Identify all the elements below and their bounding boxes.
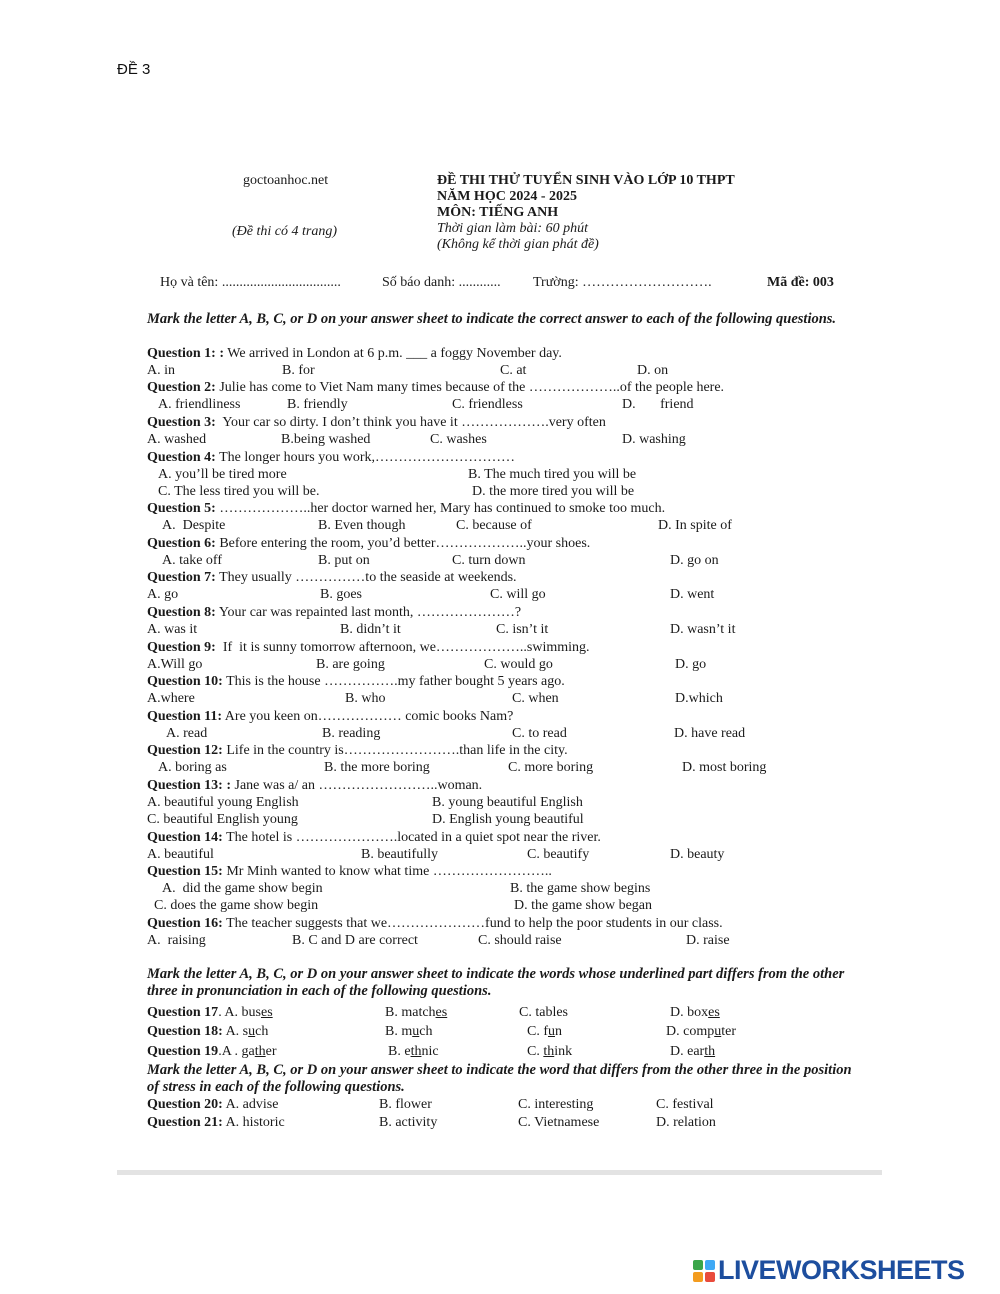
candidate-info [160, 275, 860, 291]
option-b: B. goes [320, 587, 362, 602]
subject: MÔN: TIẾNG ANH [437, 205, 559, 220]
option-a: A. take off [162, 553, 222, 568]
option-b: B.being washed [281, 432, 371, 447]
option-b [385, 1004, 447, 1021]
logo-text: LIVEWORKSHEETS [718, 1255, 965, 1285]
option-d: D. went [670, 587, 715, 602]
question-label: Question 16: [147, 916, 223, 931]
option-text: B. match [385, 1005, 436, 1020]
option-c [527, 1043, 572, 1060]
underlined-part: u [248, 1024, 256, 1039]
option-a: A. Despite [162, 518, 226, 533]
option-c [519, 1004, 568, 1021]
question-text: The teacher suggests that we…………………fund to help the poor students in our class. [222, 916, 723, 931]
option-a: A. go [147, 587, 179, 602]
underlined-part: u [548, 1024, 555, 1039]
time-note: (Không kể thời gian phát đề) [437, 237, 599, 252]
section2-instruction: Mark the letter A, B, C, or D on your answer sheet to indicate the words whose underlined part differs from the other three in pronunciation in each of the following questions. [147, 966, 845, 999]
option-a: A. read [166, 726, 208, 741]
question-text: Before entering the room, you’d better………………..your shoes. [215, 536, 591, 551]
option-d: D. on [637, 363, 669, 378]
underlined-part: th [704, 1044, 716, 1059]
question-20 [147, 1096, 278, 1113]
option-d: D. the more tired you will be [472, 484, 635, 499]
option-b: B. beautifully [361, 847, 438, 862]
option-text: . A. bus [218, 1005, 261, 1020]
option-c: C. more boring [508, 760, 594, 775]
school-year: NĂM HỌC 2024 - 2025 [437, 189, 577, 204]
option-text: C. [527, 1044, 544, 1059]
option-d: D. most boring [682, 760, 767, 775]
question-text: Life in the country is…………………….than life in the city. [222, 743, 568, 758]
option-d: D. In spite of [658, 518, 732, 533]
option-c: C. Vietnamese [518, 1115, 600, 1130]
logo-square-red [705, 1272, 715, 1282]
option-d: D.which [675, 691, 723, 706]
logo-square-green [693, 1260, 703, 1270]
option-b: B. the more boring [324, 760, 430, 775]
question-label: Question 19 [147, 1044, 219, 1059]
option-c: C. would go [484, 657, 553, 672]
option-text-end: ter [721, 1024, 736, 1039]
time-limit: Thời gian làm bài: 60 phút [437, 221, 588, 236]
option-c: C. washes [430, 432, 487, 447]
option-a: A. advise [222, 1097, 279, 1112]
option-a: A. in [147, 363, 175, 378]
option-d: D. go [675, 657, 707, 672]
option-a: A.where [147, 691, 195, 706]
logo-square-orange [693, 1272, 703, 1282]
option-d [670, 1004, 720, 1021]
question-label: Question 4: [147, 450, 216, 465]
option-text: B. e [388, 1044, 411, 1059]
question-label: Question 17 [147, 1005, 219, 1020]
option-c: C. at [500, 363, 527, 378]
option-d: D. go on [670, 553, 719, 568]
option-text: D. comp [666, 1024, 715, 1039]
underlined-part: th [543, 1044, 555, 1059]
question-17 [147, 1004, 273, 1021]
question-7 [147, 569, 867, 586]
option-a: A.Will go [147, 657, 203, 672]
id-field: Số báo danh: ............ [382, 275, 501, 290]
page-label: ĐỀ 3 [117, 61, 151, 78]
option-b: B. are going [316, 657, 385, 672]
option-text-end: er [265, 1044, 277, 1059]
option-d: D. wasn’t it [670, 622, 736, 637]
option-c: C. friendless [452, 397, 523, 412]
option-b: B. reading [322, 726, 381, 741]
question-label: Question 7: [147, 570, 216, 585]
question-8 [147, 604, 867, 621]
option-c: C. when [512, 691, 559, 706]
option-b: B. C and D are correct [292, 933, 418, 948]
option-text: B. m [385, 1024, 413, 1039]
option-a: A. beautiful young English [147, 795, 299, 810]
question-16 [147, 915, 867, 932]
logo-square-sky [705, 1260, 715, 1270]
option-d: D. English young beautiful [432, 812, 584, 827]
name-field: Họ và tên: .................................. [160, 275, 341, 290]
question-text: We arrived in London at 6 p.m. ___ a foggy November day. [224, 346, 562, 361]
option-a: A. friendliness [158, 397, 241, 412]
option-c: C. isn’t it [496, 622, 549, 637]
option-text: A. s [222, 1024, 249, 1039]
question-text: ………………..her doctor warned her, Mary has continued to smoke too much. [215, 501, 666, 516]
option-c: C. to read [512, 726, 567, 741]
question-10 [147, 673, 867, 690]
pages-note: (Đề thi có 4 trang) [232, 224, 337, 239]
section3-instruction: Mark the letter A, B, C, or D on your answer sheet to indicate the word that differs from the other three in the position of stress in each of the following questions. [147, 1062, 852, 1095]
underlined-part: th [410, 1044, 422, 1059]
question-label: Question 6: [147, 536, 216, 551]
option-text: D. ear [670, 1044, 705, 1059]
option-d [670, 1043, 715, 1060]
option-c: C. beautiful English young [147, 812, 298, 827]
question-19 [147, 1043, 277, 1060]
question-label: Question 8: [147, 605, 216, 620]
option-c: C. The less tired you will be. [158, 484, 320, 499]
option-text-end: nic [421, 1044, 439, 1059]
option-a: A. was it [147, 622, 198, 637]
option-a: A. beautiful [147, 847, 214, 862]
question-text: The longer hours you work,………………………… [215, 450, 516, 465]
section1-instruction: Mark the letter A, B, C, or D on your answer sheet to indicate the correct answer to each of the following questions. [147, 311, 837, 327]
question-label: Question 9: [147, 640, 216, 655]
question-12 [147, 742, 867, 759]
option-b: B. the game show begins [510, 881, 651, 896]
option-b: B. for [282, 363, 315, 378]
divider [117, 1170, 882, 1175]
option-a: A. boring as [158, 760, 227, 775]
question-18 [147, 1023, 268, 1040]
school-field: Trường: ………………………. [533, 275, 712, 290]
option-c: C. does the game show begin [154, 898, 319, 913]
option-d: C. festival [656, 1097, 714, 1112]
option-text: D. box [670, 1005, 709, 1020]
question-text: Your car was repainted last month, …………………? [215, 605, 522, 620]
option-text: .A . ga [218, 1044, 255, 1059]
question-text: Mr Minh wanted to know what time …………………….. [222, 864, 552, 879]
option-b: B. young beautiful English [432, 795, 583, 810]
option-c: C. will go [490, 587, 546, 602]
question-label: Question 5: [147, 501, 216, 516]
question-2 [147, 379, 867, 396]
option-b: B. didn’t it [340, 622, 401, 637]
option-a: A. washed [147, 432, 207, 447]
question-label: Question 12: [147, 743, 223, 758]
option-c: C. interesting [518, 1097, 594, 1112]
underlined-part: es [260, 1005, 273, 1020]
question-label: Question 1: : [147, 346, 224, 361]
question-text: Jane was a/ an ……………………..woman. [231, 778, 483, 793]
question-text: The hotel is ………………….located in a quiet spot near the river. [222, 830, 601, 845]
question-label: Question 3: [147, 415, 216, 430]
option-c: C. beautify [527, 847, 590, 862]
question-4 [147, 449, 867, 466]
exam-code: Mã đề: 003 [767, 275, 834, 290]
question-label: Question 15: [147, 864, 223, 879]
option-b [385, 1023, 432, 1040]
option-a: A. raising [147, 933, 206, 948]
question-6 [147, 535, 867, 552]
question-text: They usually ……………to the seaside at weekends. [215, 570, 517, 585]
question-9 [147, 639, 867, 656]
question-text: If it is sunny tomorrow afternoon, we………………..swimming. [215, 640, 590, 655]
option-d: D. relation [656, 1115, 716, 1130]
question-text: This is the house …………….my father bought 5 years ago. [222, 674, 565, 689]
option-text-end: ink [554, 1044, 573, 1059]
question-14 [147, 829, 867, 846]
option-d: D. washing [622, 432, 686, 447]
option-d: D. the game show began [514, 898, 653, 913]
underlined-part: th [254, 1044, 266, 1059]
option-text-end: n [555, 1024, 562, 1039]
question-11 [147, 708, 867, 725]
question-3 [147, 414, 867, 431]
option-a: A. you’ll be tired more [158, 467, 287, 482]
option-text-end: ch [255, 1024, 269, 1039]
exam-title-block [437, 173, 735, 253]
question-13 [147, 777, 867, 794]
underlined-part: es [708, 1005, 720, 1020]
option-b: B. flower [379, 1097, 432, 1112]
underlined-part: es [435, 1005, 448, 1020]
underlined-part: u [412, 1024, 420, 1039]
option-b: B. Even though [318, 518, 406, 533]
option-text: C. f [527, 1024, 548, 1039]
option-d: D. friend [622, 397, 694, 412]
question-15 [147, 863, 867, 880]
option-b: B. put on [318, 553, 370, 568]
question-text: Are you keen on……………… comic books Nam? [222, 709, 514, 724]
question-label: Question 2: [147, 380, 216, 395]
option-c: C. because of [456, 518, 532, 533]
option-b: B. activity [379, 1115, 438, 1130]
question-text: Your car so dirty. I don’t think you have it ……………….very often [215, 415, 606, 430]
question-label: Question 18: [147, 1024, 223, 1039]
exam-title: ĐỀ THI THỬ TUYỂN SINH VÀO LỚP 10 THPT [437, 173, 735, 188]
question-label: Question 21: [147, 1115, 223, 1130]
option-c: C. turn down [452, 553, 526, 568]
question-21 [147, 1114, 285, 1131]
option-b: B. friendly [287, 397, 348, 412]
logo-icon [693, 1260, 715, 1282]
option-c [527, 1023, 562, 1040]
question-label: Question 10: [147, 674, 223, 689]
option-a: A. did the game show begin [162, 881, 323, 896]
question-label: Question 14: [147, 830, 223, 845]
question-text: Julie has come to Viet Nam many times because of the ………………..of the people here. [215, 380, 725, 395]
option-text-end: ch [419, 1024, 433, 1039]
option-text: C. tables [519, 1005, 568, 1020]
option-c: C. should raise [478, 933, 562, 948]
question-label: Question 20: [147, 1097, 223, 1112]
question-label: Question 13: : [147, 778, 231, 793]
question-label: Question 11: [147, 709, 223, 724]
option-d: D. beauty [670, 847, 725, 862]
site-name: goctoanhoc.net [243, 173, 329, 188]
option-b [388, 1043, 439, 1060]
option-d: D. have read [674, 726, 746, 741]
option-a: A. historic [222, 1115, 285, 1130]
option-b: B. who [345, 691, 386, 706]
underlined-part: u [714, 1024, 722, 1039]
option-b: B. The much tired you will be [468, 467, 637, 482]
option-d: D. raise [686, 933, 730, 948]
question-1 [147, 345, 867, 362]
option-d [666, 1023, 736, 1040]
liveworksheets-logo [693, 1255, 965, 1286]
question-5 [147, 500, 867, 517]
